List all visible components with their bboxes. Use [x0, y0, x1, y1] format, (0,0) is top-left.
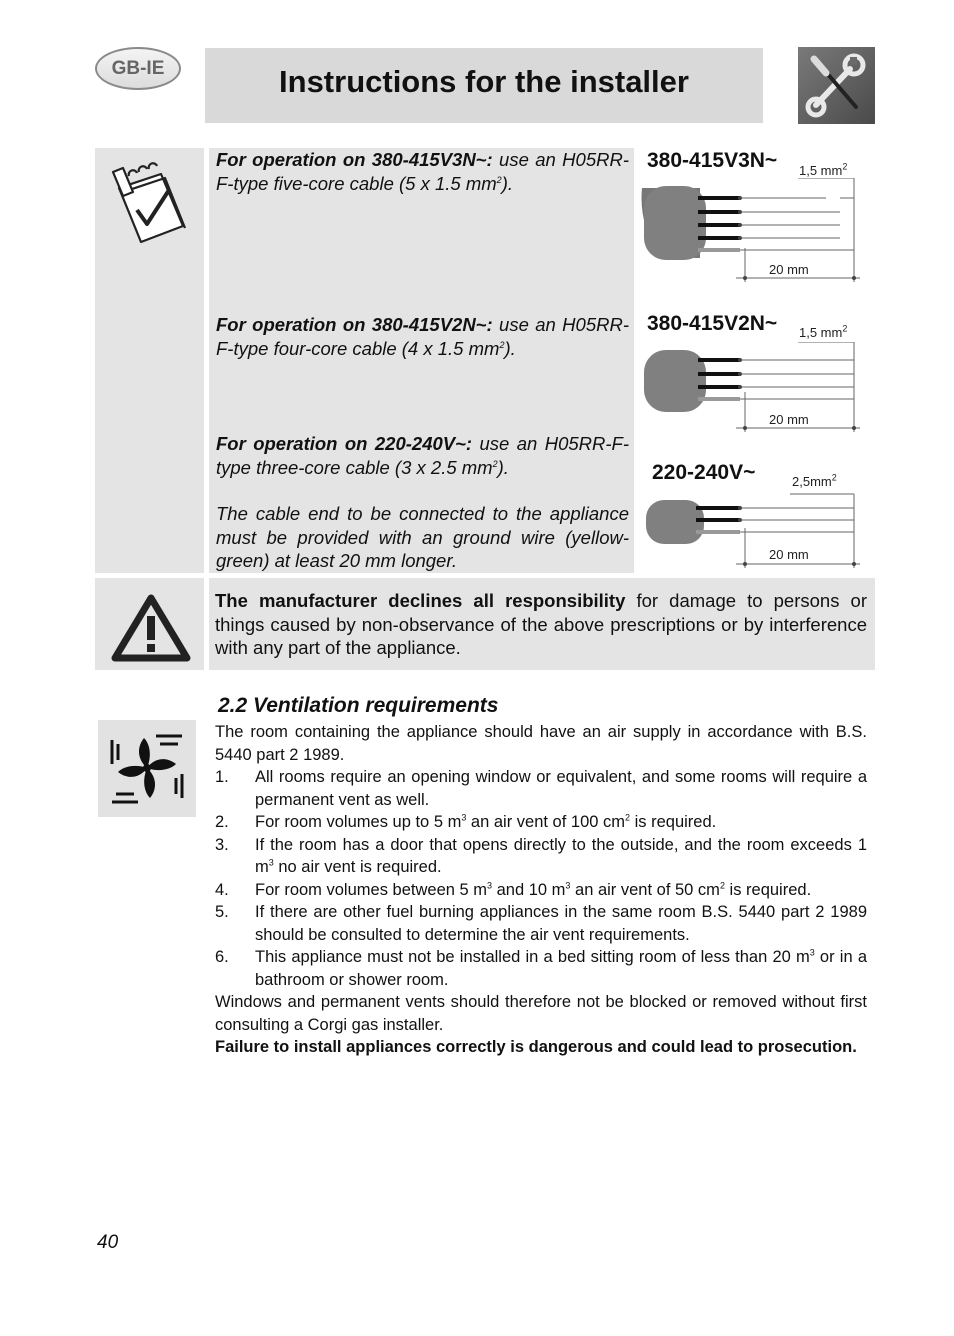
ventilation-heading: 2.2 Ventilation requirements — [218, 694, 499, 717]
page-number: 40 — [97, 1232, 119, 1253]
prosecution-warning: Failure to install appliances correctly is dangerous and could lead to prosecution. — [215, 1038, 857, 1056]
warning-icon-panel — [95, 578, 204, 670]
page-title: Instructions for the installer — [279, 64, 689, 99]
diagram-title-4core: 380-415V2N~ — [647, 312, 778, 335]
ventilation-body — [215, 721, 867, 1059]
notepad-check-icon — [109, 162, 189, 248]
cable-paragraph-4core: For operation on 380-415V2N~: use an H05RR-F-type four-core cable (4 x 1.5 $mm^2$). — [216, 314, 629, 359]
list-item: 1. All rooms require an opening window or equivalent, and some rooms will require a permanent vent as well. — [215, 768, 867, 809]
diagram-section-5core: 1,5 $mm^2$ — [799, 161, 848, 178]
cable-diagram-4core — [640, 342, 860, 434]
list-item: 4. For room volumes between 5 $m^3$ and 10 $m^3$ an air vent of 50 $cm^2$ is required. — [215, 880, 812, 899]
ventilation-outro: Windows and permanent vents should therefore not be blocked or removed without first consulting a Corgi gas installer. — [215, 993, 867, 1034]
warning-text: The manufacturer declines all responsibility for damage to persons or things caused by non-observance of the above prescriptions or by interference with any part of the appliance. — [215, 590, 868, 658]
cable-paragraph-5core: For operation on 380-415V3N~: use an H05RR-F-type five-core cable (5 x 1.5 $mm^2$). — [216, 149, 629, 194]
diagram-section-4core: 1,5 $mm^2$ — [799, 323, 848, 340]
cable-diagram-5core — [640, 178, 860, 284]
list-item: 6. This appliance must not be installed in a bed sitting room of less than 20 $m^3$ or in a bathroom or shower room. — [215, 947, 867, 989]
diagram-title-3core: 220-240V~ — [652, 461, 756, 484]
warning-triangle-icon — [110, 592, 192, 664]
ground-wire-note: The cable end to be connected to the appliance must be provided with an ground wire (yellow-green) at least 20 mm longer. — [216, 503, 629, 571]
list-item: 5. If there are other fuel burning appliances in the same room B.S. 5440 part 2 1989 should be consulted to determine the air vent requirements. — [215, 903, 867, 944]
diagram-length-5core: 20 mm — [769, 262, 809, 277]
diagram-title-5core: 380-415V3N~ — [647, 149, 778, 172]
diagram-length-4core: 20 mm — [769, 412, 809, 427]
cable-diagram-3core — [640, 490, 860, 570]
diagram-section-3core: $2,5mm^2$ — [792, 472, 837, 489]
diagram-length-3core: 20 mm — [769, 547, 809, 562]
cable-paragraph-3core: For operation on 220-240V~: use an H05RR-F-type three-core cable (3 x 2.5 $mm^2$). — [216, 433, 629, 478]
notes-icon-panel — [95, 148, 204, 573]
country-badge — [95, 47, 181, 90]
list-item: 3. If the room has a door that opens directly to the outside, and the room exceeds 1 $m^3$ no air vent is required. — [215, 835, 867, 876]
badge-label: GB-IE — [111, 57, 165, 79]
list-item: 2. For room volumes up to 5 $m^3$ an air vent of 100 $cm^2$ is required. — [215, 812, 717, 831]
wrench-screwdriver-icon — [798, 47, 875, 124]
ventilation-intro: The room containing the appliance should have an air supply in accordance with B.S. 5440 part 2 1989. — [215, 723, 867, 764]
fan-icon — [98, 720, 196, 817]
